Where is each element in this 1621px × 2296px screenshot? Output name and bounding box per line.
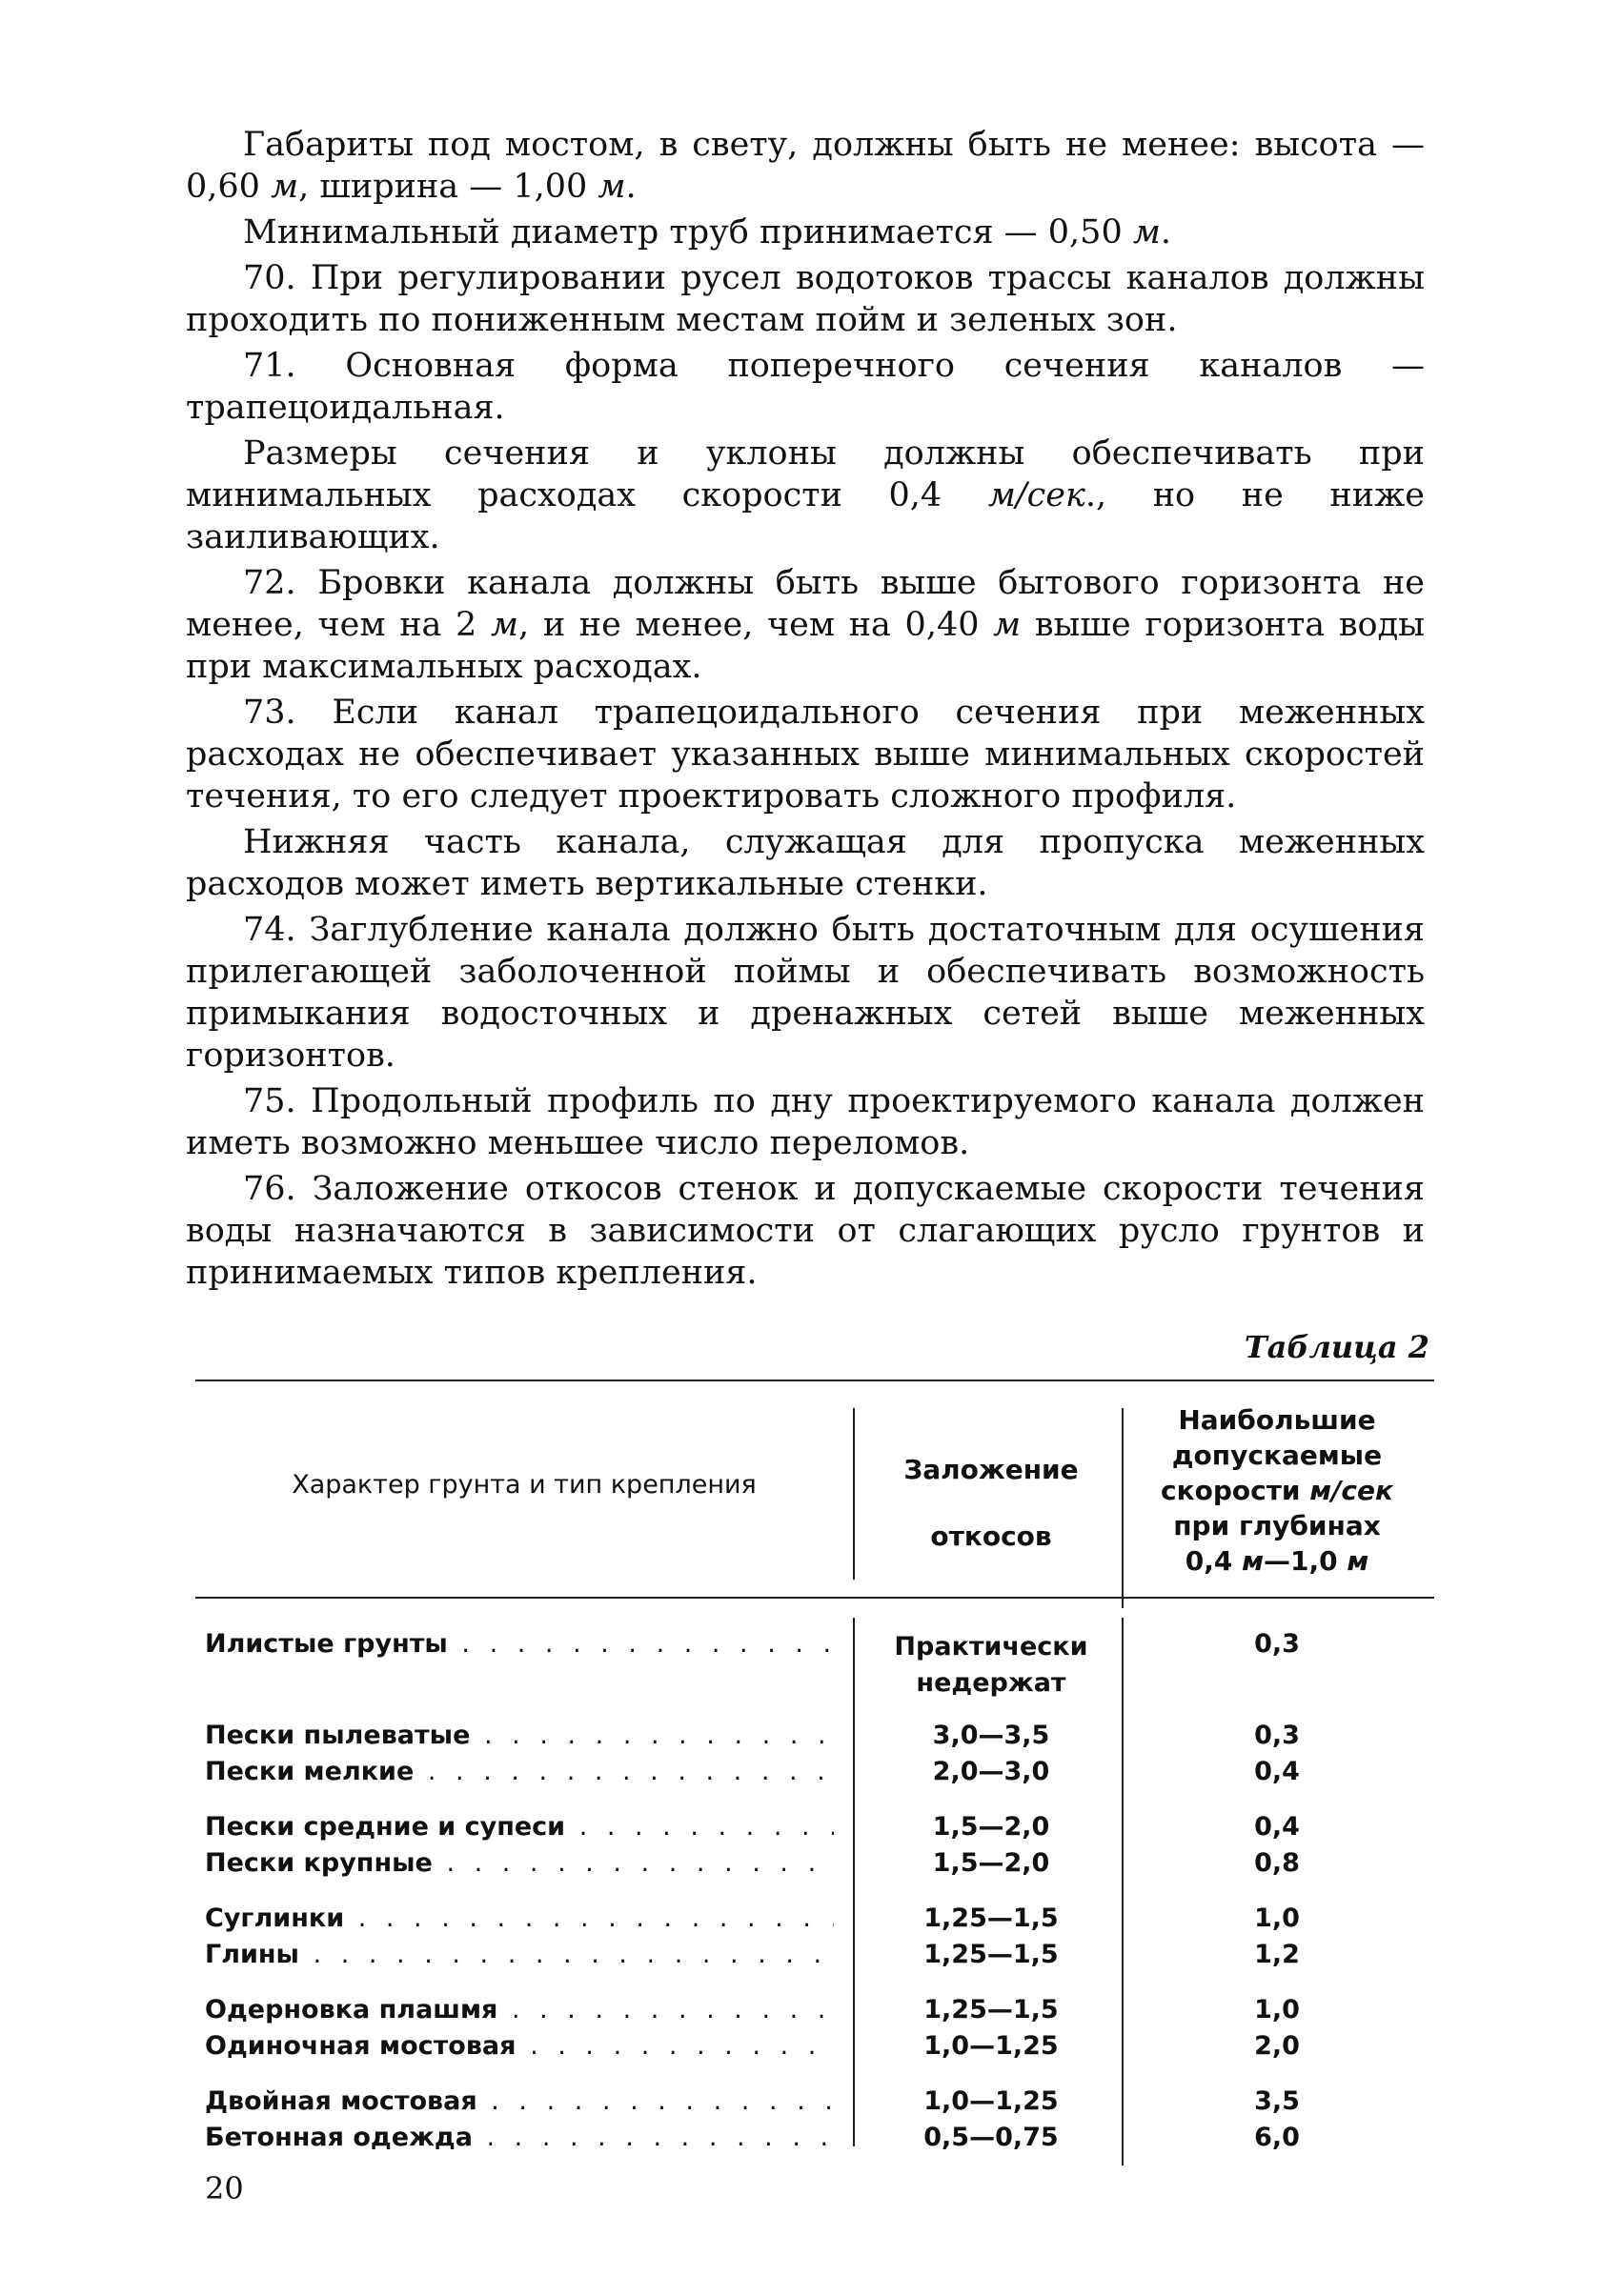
- table-row: [195, 1848, 1434, 1884]
- speed-cell: 0,3: [1254, 1629, 1300, 1659]
- soil-cell: Двойная мостовая . .: [205, 2086, 834, 2116]
- table-row: [195, 1721, 1434, 1757]
- slope-cell: 2,0—3,0: [932, 1757, 1050, 1786]
- table-top-rule: [195, 1380, 1434, 1381]
- paragraph-74: 74. Заглубление канала должно быть достаточным для осушения прилегающей заболоченной поймы и обеспечивать возможность примыкания водосточных и дренажных сетей выше меженных горизонтов.: [186, 911, 1425, 1075]
- table-caption: Таблица 2: [1244, 1329, 1429, 1365]
- paragraph-lower-part: Нижняя часть канала, служащая для пропуска меженных расходов может иметь вертикальные стенки.: [186, 823, 1425, 903]
- header-divider-1: [853, 1408, 855, 1580]
- soil-cell: Бетонная одежда . .: [205, 2123, 834, 2152]
- slope-cell: 1,25—1,5: [923, 1995, 1059, 2024]
- slope-cell: 1,25—1,5: [923, 1903, 1059, 1933]
- paragraph-73: 73. Если канал трапецоидального сечения при меженных расходах не обеспечивает указанных выше минимальных скоростей течения, то его следует проектировать сложного профиля.: [186, 694, 1425, 816]
- paragraph-clearances: Габариты под мостом, в свету, должны быть не менее: высота — 0,60 м, ширина — 1,00 м.: [186, 126, 1425, 206]
- soil-cell: Одерновка плашмя . .: [205, 1995, 834, 2024]
- speed-cell: 0,8: [1254, 1848, 1300, 1878]
- header-soil-type: Характер грунта и тип крепления: [292, 1470, 757, 1500]
- table-row: [195, 2031, 1434, 2067]
- paragraph-72: 72. Бровки канала должны быть выше бытового горизонта не менее, чем на 2 м, и не менее, чем на 0,40 м выше горизонта воды при максимальных расходах.: [186, 564, 1426, 686]
- soil-cell: Глины . .: [205, 1940, 834, 1969]
- soil-cell: Пески пылеватые . .: [205, 1721, 834, 1750]
- table-row: [195, 2086, 1434, 2123]
- header-slope: Заложение откосов: [903, 1454, 1079, 1552]
- speed-cell: 1,2: [1254, 1940, 1300, 1969]
- paragraph-section-sizes: Размеры сечения и уклоны должны обеспечивать при минимальных расходах скорости 0,4 м/сек., но не ниже заиливающих.: [186, 434, 1425, 556]
- speed-cell: 0,4: [1254, 1812, 1300, 1842]
- slope-cell: 0,5—0,75: [923, 2123, 1059, 2152]
- slope-cell: 1,5—2,0: [932, 1848, 1050, 1878]
- table-row: [195, 1812, 1434, 1848]
- slope-cell: 1,0—1,25: [923, 2086, 1059, 2116]
- paragraph-pipe-diameter: Минимальный диаметр труб принимается — 0,50 м.: [243, 213, 1172, 252]
- table-row: [195, 2123, 1434, 2159]
- slope-cell: Практически недержат: [894, 1632, 1088, 1698]
- table-row: [195, 1940, 1434, 1976]
- body-text: [186, 124, 1425, 1298]
- paragraph-76: 76. Заложение откосов стенок и допускаемые скорости течения воды назначаются в зависимости от слагающих русло грунтов и принимаемых типов крепления.: [186, 1170, 1425, 1292]
- table-row: [195, 1995, 1434, 2031]
- paragraph-75: 75. Продольный профиль по дну проектируемого канала должен иметь возможно меньшее число переломов.: [186, 1082, 1425, 1162]
- soil-cell: Одиночная мостовая . .: [205, 2031, 834, 2061]
- speed-cell: 6,0: [1254, 2123, 1300, 2152]
- paragraph-71: 71. Основная форма поперечного сечения каналов — трапецоидальная.: [186, 347, 1425, 427]
- paragraph-70: 70. При регулировании русел водотоков трассы каналов должны проходить по пониженным местам пойм и зеленых зон.: [186, 259, 1425, 339]
- slope-cell: 1,0—1,25: [923, 2031, 1059, 2061]
- soil-cell: Суглинки . .: [205, 1903, 834, 1933]
- speed-cell: 3,5: [1254, 2086, 1300, 2116]
- page-number: 20: [205, 2170, 244, 2206]
- slope-cell: 3,0—3,5: [932, 1721, 1050, 1750]
- table-row: [195, 1629, 1434, 1702]
- slope-cell: 1,5—2,0: [932, 1812, 1050, 1842]
- speed-cell: 1,0: [1254, 1995, 1300, 2024]
- table-row: [195, 1757, 1434, 1793]
- speed-cell: 2,0: [1254, 2031, 1300, 2061]
- slope-cell: 1,25—1,5: [923, 1940, 1059, 1969]
- table-row: [195, 1903, 1434, 1940]
- table-body: [195, 1629, 1434, 2159]
- speed-cell: 0,4: [1254, 1757, 1300, 1786]
- soil-cell: Илистые грунты . .: [205, 1629, 834, 1659]
- soil-cell: Пески мелкие . .: [205, 1757, 834, 1786]
- table-header-rule: [195, 1597, 1434, 1599]
- speed-cell: 1,0: [1254, 1903, 1300, 1933]
- soil-cell: Пески крупные . .: [205, 1848, 834, 1878]
- header-max-speed: Наибольшие допускаемые скорости м/сек при глубинах 0,4 м—1,0 м: [1160, 1404, 1394, 1577]
- soil-cell: Пески средние и супеси . .: [205, 1812, 834, 1842]
- speed-cell: 0,3: [1254, 1721, 1300, 1750]
